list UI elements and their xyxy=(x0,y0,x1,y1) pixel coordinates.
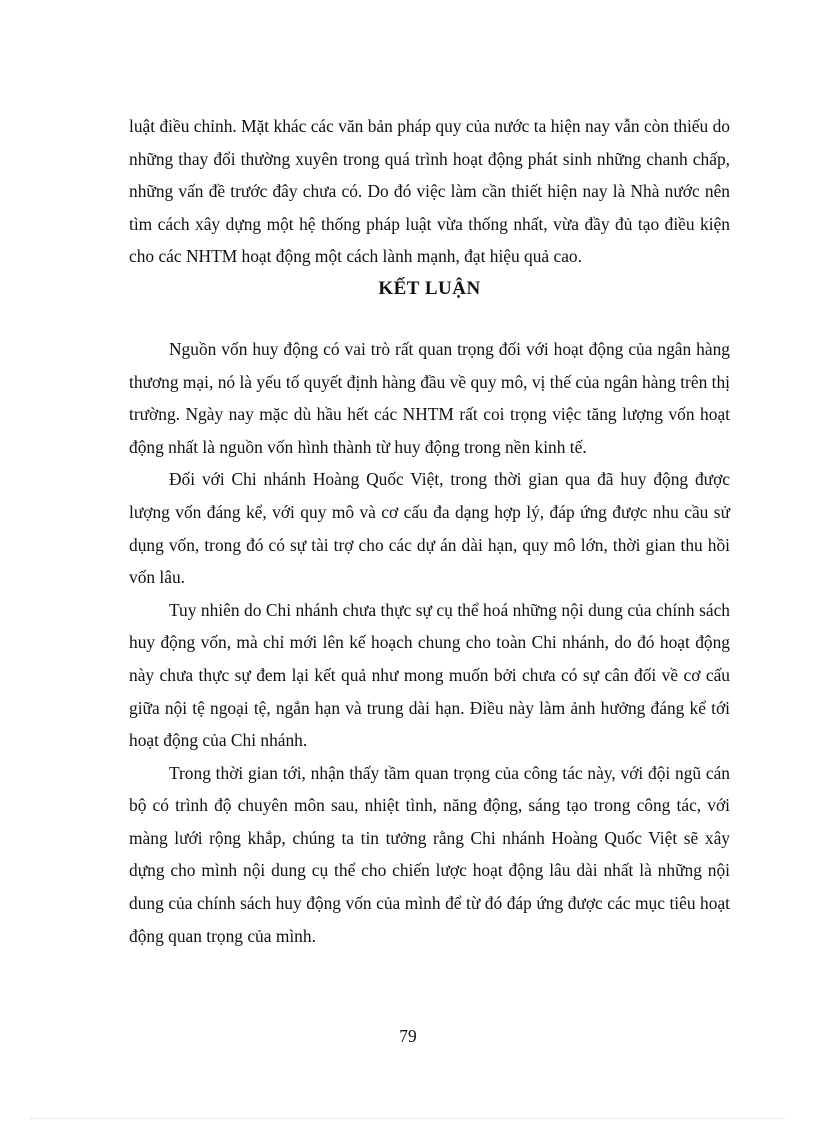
page-number: 79 xyxy=(399,1026,417,1046)
document-body xyxy=(129,110,730,952)
paragraph-conclusion-1: Nguồn vốn huy động có vai trò rất quan trọng đối với hoạt động của ngân hàng thương mại, nó là yếu tố quyết định hàng đầu về quy mô, vị thế của ngân hàng trên thị trường. Ngày nay mặc dù hầu hết các NHTM rất coi trọng việc tăng lượng vốn hoạt động nhất là nguồn vốn hình thành từ huy động trong nền kinh tế. xyxy=(129,338,730,457)
paragraph-conclusion-3: Tuy nhiên do Chi nhánh chưa thực sự cụ thể hoá những nội dung của chính sách huy động vốn, mà chỉ mới lên kế hoạch chung cho toàn Chi nhánh, do đó hoạt động này chưa thực sự đem lại kết quả như mong muốn bởi chưa có sự cân đối về cơ cấu giữa nội tệ ngoại tệ, ngắn hạn và trung dài hạn. Điều này làm ảnh hưởng đáng kể tới hoạt động của Chi nhánh. xyxy=(129,599,730,751)
paragraph-continuation: luật điều chỉnh. Mặt khác các văn bản pháp quy của nước ta hiện nay vẫn còn thiếu do những thay đổi thường xuyên trong quá trình hoạt động phát sinh những chanh chấp, những vấn đề trước đây chưa có. Do đó việc làm cần thiết hiện nay là Nhà nước nên tìm cách xây dựng một hệ thống pháp luật vừa thống nhất, vừa đầy đủ tạo điều kiện cho các NHTM hoạt động một cách lành mạnh, đạt hiệu quả cao. xyxy=(129,116,730,267)
paragraph-conclusion-2: Đối với Chi nhánh Hoàng Quốc Việt, trong thời gian qua đã huy động được lượng vốn đáng kể, với quy mô và cơ cấu đa dạng hợp lý, đáp ứng được nhu cầu sử dụng vốn, trong đó có sự tài trợ cho các dự án dài hạn, quy mô lớn, thời gian thu hồi vốn lâu. xyxy=(129,469,730,588)
page-bottom-divider xyxy=(30,1118,786,1119)
section-heading-conclusion: KẾT LUẬN xyxy=(378,277,481,299)
paragraph-conclusion-4: Trong thời gian tới, nhận thấy tầm quan trọng của công tác này, với đội ngũ cán bộ có trình độ chuyên môn sau, nhiệt tình, năng động, sáng tạo trong công tác, với màng lưới rộng khắp, chúng ta tin tưởng rằng Chi nhánh Hoàng Quốc Việt sẽ xây dựng cho mình nội dung cụ thể cho chiến lược hoạt động lâu dài nhất là những nội dung của chính sách huy động vốn của mình để từ đó đáp ứng được các mục tiêu hoạt động quan trọng của mình. xyxy=(129,762,730,946)
